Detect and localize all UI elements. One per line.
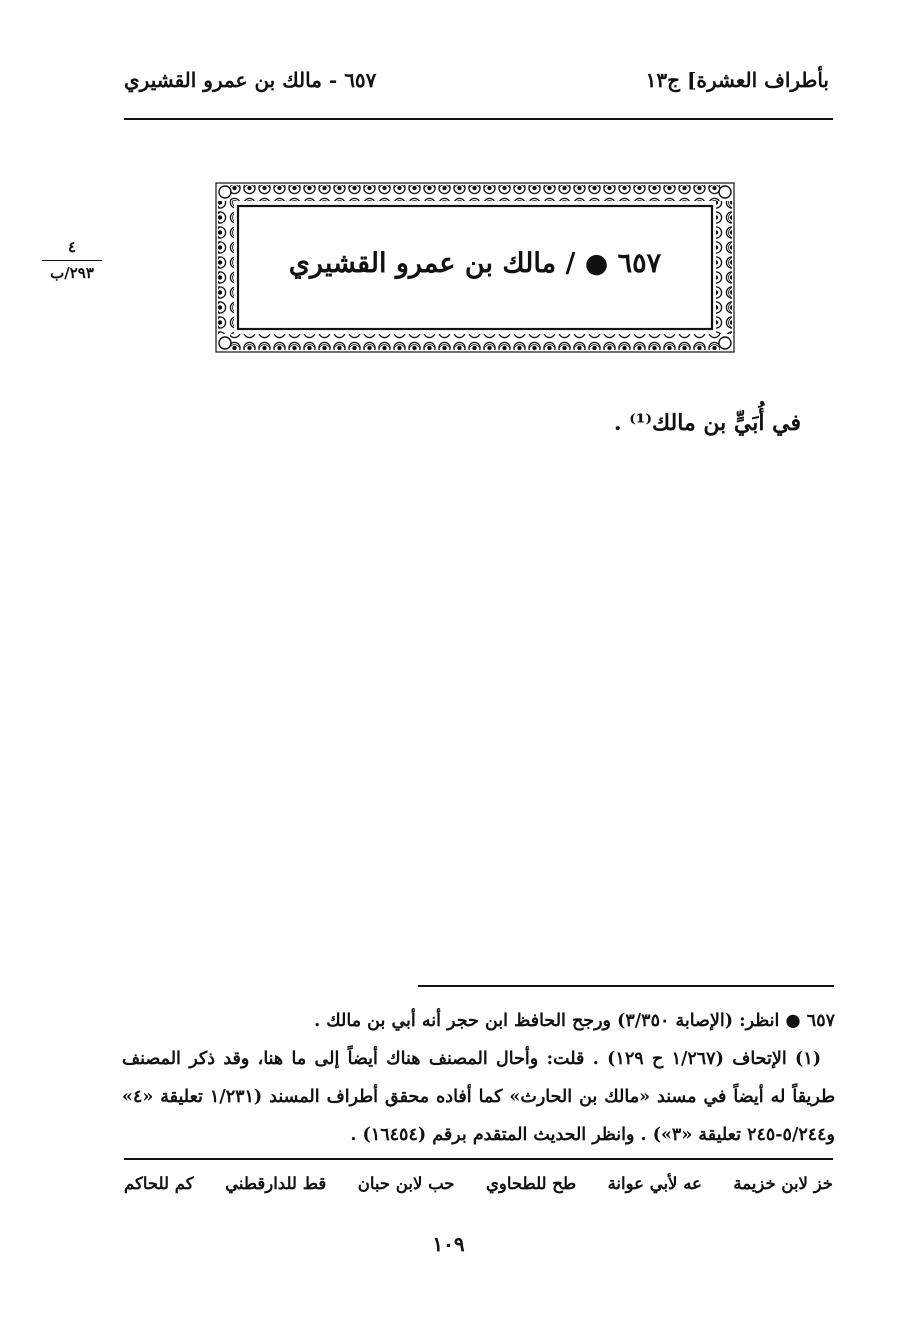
margin-reference [34, 238, 110, 282]
running-header-chapter: ٦٥٧ - مالك بن عمرو القشيري [124, 68, 377, 92]
footnote-source: ٦٥٧ ● انظر: (الإصابة ٣/٣٥٠) ورجح الحافظ ابن حجر أنه أبي بن مالك . [314, 1011, 835, 1031]
running-header-book: بأطراف العشرة] ج١٣ [645, 68, 829, 92]
abbreviation-item: حب لابن حبان [357, 1174, 455, 1193]
margin-reference-divider [42, 260, 102, 261]
ornamental-title-frame [212, 180, 738, 355]
footnote-rule [418, 985, 834, 987]
footnotes [122, 1002, 835, 1154]
margin-reference-number: ٤ [67, 238, 77, 256]
header-rule [124, 118, 833, 120]
entry-title: ٦٥٧ ● / مالك بن عمرو القشيري [288, 248, 662, 279]
body-text: في أُبَيٍّ بن مالك⁽¹⁾ . [613, 410, 801, 436]
abbreviation-item: كم للحاكم [124, 1174, 194, 1193]
abbreviation-item: قط للدارقطني [225, 1174, 327, 1193]
abbreviation-item: طح للطحاوي [485, 1174, 577, 1193]
page-number: ١٠٩ [432, 1232, 465, 1256]
footnote-1: (١) الإتحاف (١/٢٦٧ ح ١٢٩) . قلت: وأحال المصنف هناك أيضاً إلى ما هنا، وقد ذكر المصنف طريقاً له أيضاً في مسند «مالك بن الحارث» كما أفاده محقق أطراف المسند (١/٢٣١ تعليقة «٤» و٥/٢٤٤-٢٤٥ تعليقة «٣») . وانظر الحديث المتقدم برقم (١٦٤٥٤) . [122, 1049, 835, 1145]
abbreviation-item: خز لابن خزيمة [733, 1174, 833, 1193]
abbreviation-rule [124, 1158, 833, 1160]
abbreviation-key [124, 1174, 833, 1193]
margin-reference-folio: ٢٩٣/ب [50, 264, 94, 282]
abbreviation-item: عه لأبي عوانة [607, 1174, 702, 1193]
